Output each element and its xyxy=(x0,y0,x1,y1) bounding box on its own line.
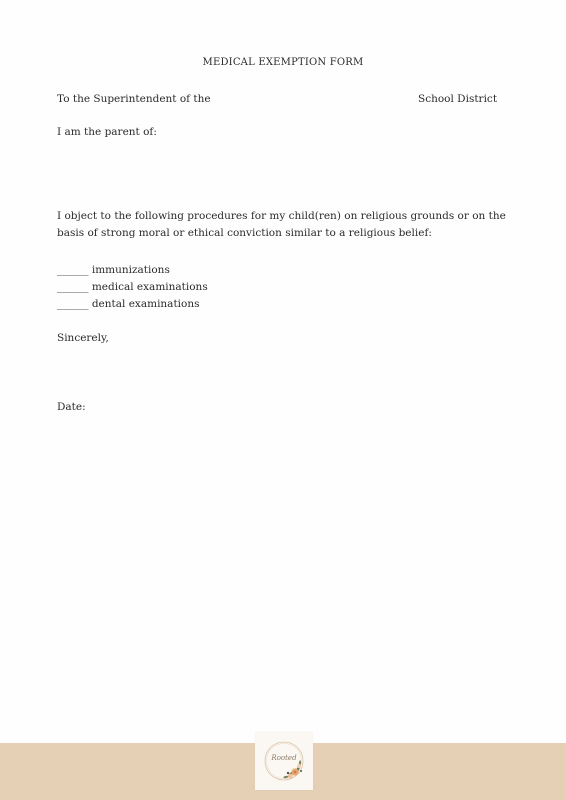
superintendent-line: To the Superintendent of the xyxy=(57,93,211,105)
closing-sincerely: Sincerely, xyxy=(57,332,109,344)
logo-script-text: Rooted xyxy=(271,754,297,762)
form-title: MEDICAL EXEMPTION FORM xyxy=(202,57,364,68)
school-district-label: School District xyxy=(418,93,498,105)
parent-of-line: I am the parent of: xyxy=(57,126,157,138)
checklist-item-medical-examinations: ______ medical examinations xyxy=(57,281,208,293)
logo xyxy=(255,732,313,790)
date-label: Date: xyxy=(57,401,86,413)
procedure-checklist xyxy=(57,262,208,313)
checklist-item-immunizations: ______ immunizations xyxy=(57,264,170,276)
objection-paragraph: I object to the following procedures for my child(ren) on religious grounds or on the basis of strong moral or ethical conviction similar to a religious belief: xyxy=(57,210,506,239)
checklist-item-dental-examinations: ______ dental examinations xyxy=(57,298,200,310)
